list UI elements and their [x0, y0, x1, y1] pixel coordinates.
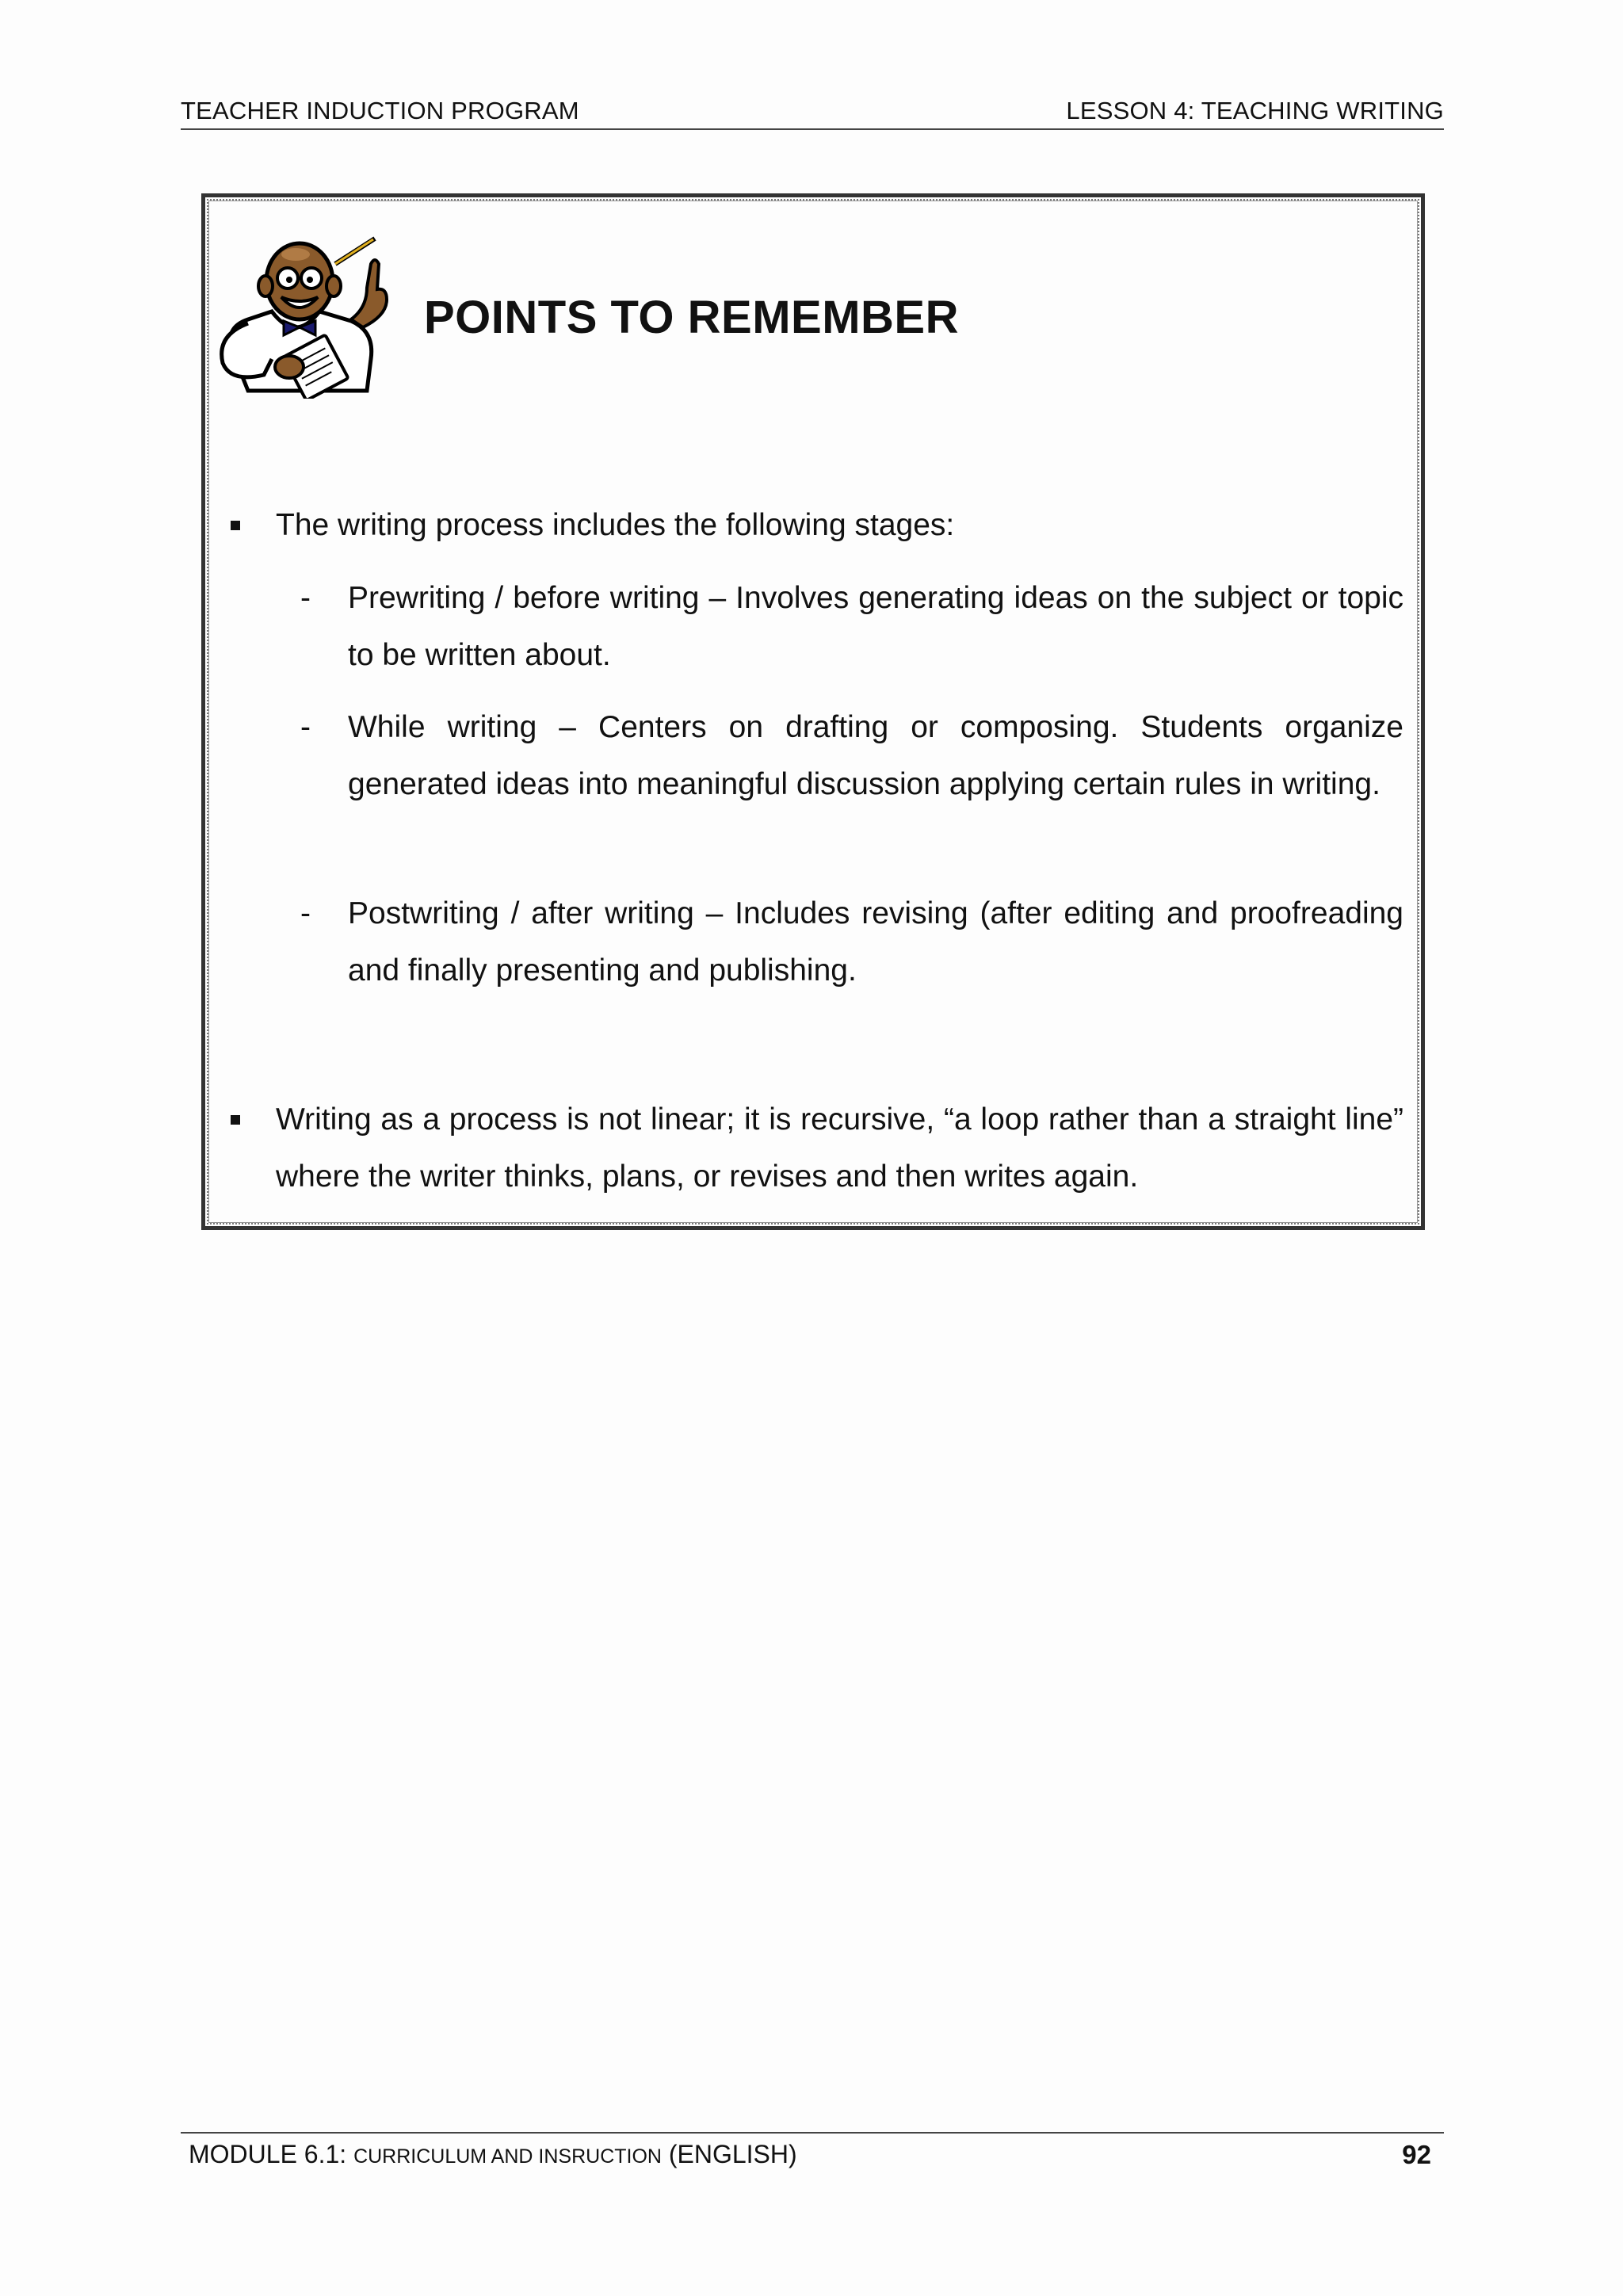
header-lesson-title: LESSON 4: TEACHING WRITING: [1066, 97, 1444, 124]
dash-marker: -: [300, 581, 311, 615]
footer-module-prefix: MODULE 6.1:: [189, 2140, 354, 2168]
page-header: [181, 94, 1444, 130]
stage-text: Prewriting / before writing – Involves generating ideas on the subject or topic to be written about.: [348, 581, 1403, 672]
bullet-writing-stages: [231, 497, 1403, 554]
bullet-recursive-process: [231, 1091, 1403, 1205]
teacher-with-pencil-icon: [216, 232, 407, 399]
stage-text: Postwriting / after writing – Includes revising (after editing and proofreading and finally presenting and publishing.: [348, 896, 1403, 988]
page-number: 92: [1402, 2140, 1431, 2169]
points-to-remember-box: [201, 193, 1425, 1230]
footer-module-suffix: (ENGLISH): [661, 2140, 797, 2168]
page-footer: [181, 2132, 1444, 2173]
stage-postwriting: [300, 885, 1410, 999]
footer-module-course: CURRICULUM AND INSRUCTION: [353, 2145, 662, 2168]
footer-module: [189, 2140, 797, 2169]
stage-while-writing: [300, 699, 1410, 813]
header-program-title: TEACHER INDUCTION PROGRAM: [181, 97, 579, 124]
dash-marker: -: [300, 710, 311, 744]
stage-text: While writing – Centers on drafting or composing. Students organize generated ideas into meaningful discussion applying certain rules in writing.: [348, 710, 1403, 801]
box-title: POINTS TO REMEMBER: [424, 292, 959, 343]
dash-marker: -: [300, 896, 311, 930]
bullet-text: The writing process includes the following stages:: [276, 508, 955, 542]
square-bullet-icon: [231, 521, 240, 530]
stage-prewriting: [300, 570, 1410, 684]
square-bullet-icon: [231, 1115, 240, 1125]
bullet-text: Writing as a process is not linear; it is recursive, “a loop rather than a straight line” where the writer thinks, plans, or revises and then writes again.: [276, 1102, 1403, 1194]
